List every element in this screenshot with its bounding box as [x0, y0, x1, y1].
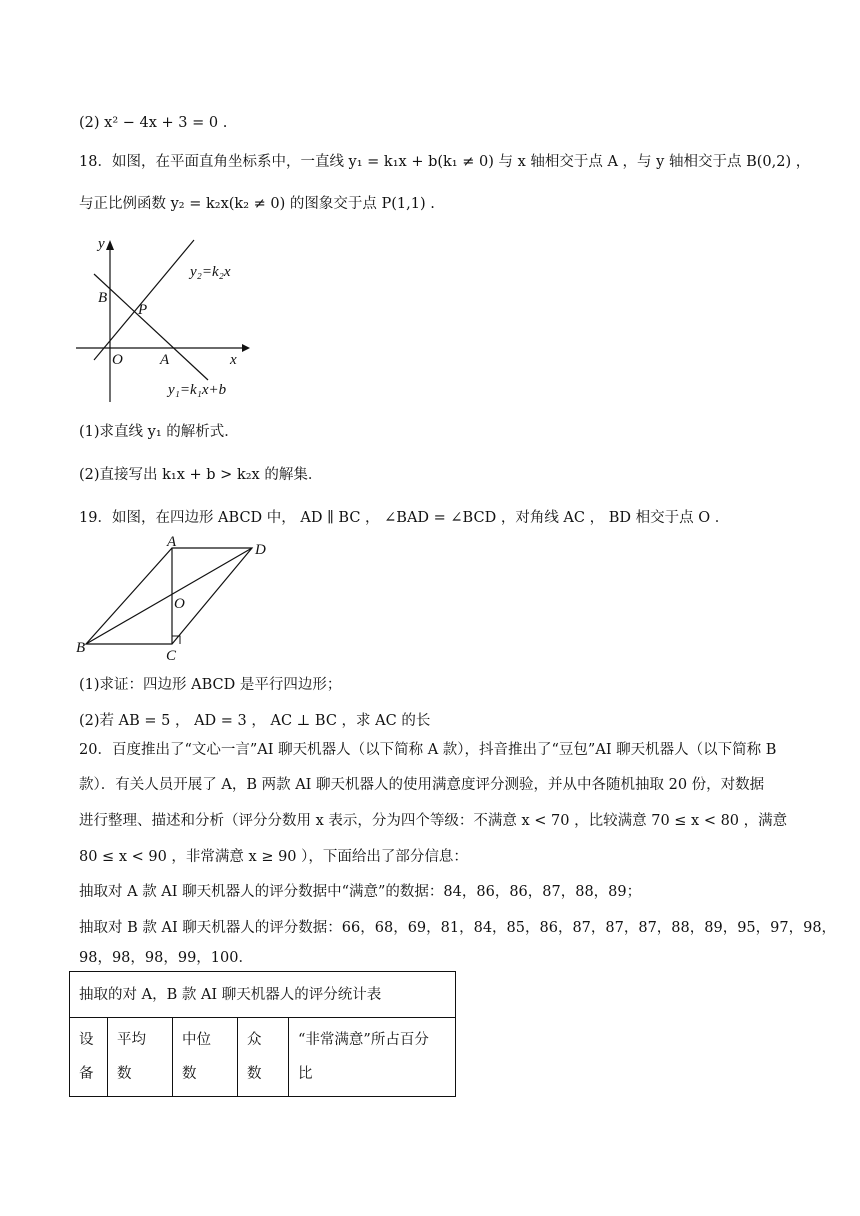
y2-line-label: y₂=k₂x: [190, 264, 231, 280]
q18-part2: (2)直接写出 k₁x + b > k₂x 的解集．: [79, 467, 323, 483]
header-mean: 平均 数: [108, 1018, 173, 1097]
q20-stem-line1: 20．百度推出了“文心一言”AI 聊天机器人（以下简称 A 款），抖音推出了“豆包”AI 聊天机器人（以下简称 B: [79, 742, 777, 758]
q18-stem-line2: 与正比例函数 y₂ = k₂x(k₂ ≠ 0) 的图象交于点 P(1,1) .: [79, 196, 435, 212]
statistics-table: [69, 971, 456, 1097]
header-device: 设 备: [70, 1018, 108, 1097]
q20-data-a: 抽取对 A 款 AI 聊天机器人的评分数据中“满意”的数据：84，86，86，87，88，89；: [79, 884, 642, 900]
y-axis-label: y: [98, 236, 105, 252]
q20-stem-line3: 进行整理、描述和分析（评分分数用 x 表示，分为四个等级：不满意 x < 70 ，比较满意 70 ≤ x < 80 ，满意: [79, 813, 788, 829]
point-p-label: P: [138, 302, 148, 318]
vertex-d-label: D: [255, 542, 266, 558]
q19-part2: (2)若 AB = 5 ， AD = 3 ， AC ⊥ BC ，求 AC 的长: [79, 713, 431, 729]
center-o-label: O: [174, 596, 185, 612]
header-percentage: “非常满意”所占百分 比: [289, 1018, 456, 1097]
q20-stem-line2: 款）．有关人员开展了 A，B 两款 AI 聊天机器人的使用满意度评分测验，并从中各随机抽取 20 份，对数据: [79, 777, 765, 793]
header-median: 中位 数: [173, 1018, 238, 1097]
q19-stem: 19．如图，在四边形 ABCD 中， AD ∥ BC ， ∠BAD = ∠BCD ，对角线 AC ， BD 相交于点 O ．: [79, 510, 730, 526]
table-header-row: [70, 1018, 456, 1097]
header-mode: 众 数: [238, 1018, 289, 1097]
q20-stem-line4: 80 ≤ x < 90 ，非常满意 x ≥ 90 ），下面给出了部分信息：: [79, 849, 468, 865]
equation-2: (2) x² − 4x + 3 = 0 .: [79, 115, 228, 131]
q18-coordinate-figure: [72, 236, 252, 404]
q20-data-b-line2: 98，98，98，99，100．: [79, 950, 253, 966]
point-a-label: A: [160, 352, 170, 368]
q20-data-b-line1: 抽取对 B 款 AI 聊天机器人的评分数据：66，68，69，81，84，85，86，87，87，87，88，89，95，97，98，: [79, 920, 837, 936]
vertex-b-label: B: [76, 640, 86, 656]
table-caption: 抽取的对 A，B 款 AI 聊天机器人的评分统计表: [70, 972, 456, 1018]
origin-label: O: [112, 352, 123, 368]
point-b-label: B: [98, 290, 108, 306]
vertex-c-label: C: [166, 648, 177, 664]
y1-line-label: y₁=k₁x+b: [168, 382, 227, 398]
q19-part1: (1)求证：四边形 ABCD 是平行四边形；: [79, 677, 342, 693]
q18-part1: (1)求直线 y₁ 的解析式．: [79, 424, 239, 440]
q19-quadrilateral-figure: [72, 532, 282, 664]
q18-stem-line1: 18．如图，在平面直角坐标系中，一直线 y₁ = k₁x + b(k₁ ≠ 0) 与 x 轴相交于点 A ，与 y 轴相交于点 B(0,2) ，: [79, 154, 811, 170]
x-axis-label: x: [230, 352, 237, 368]
vertex-a-label: A: [167, 534, 177, 550]
